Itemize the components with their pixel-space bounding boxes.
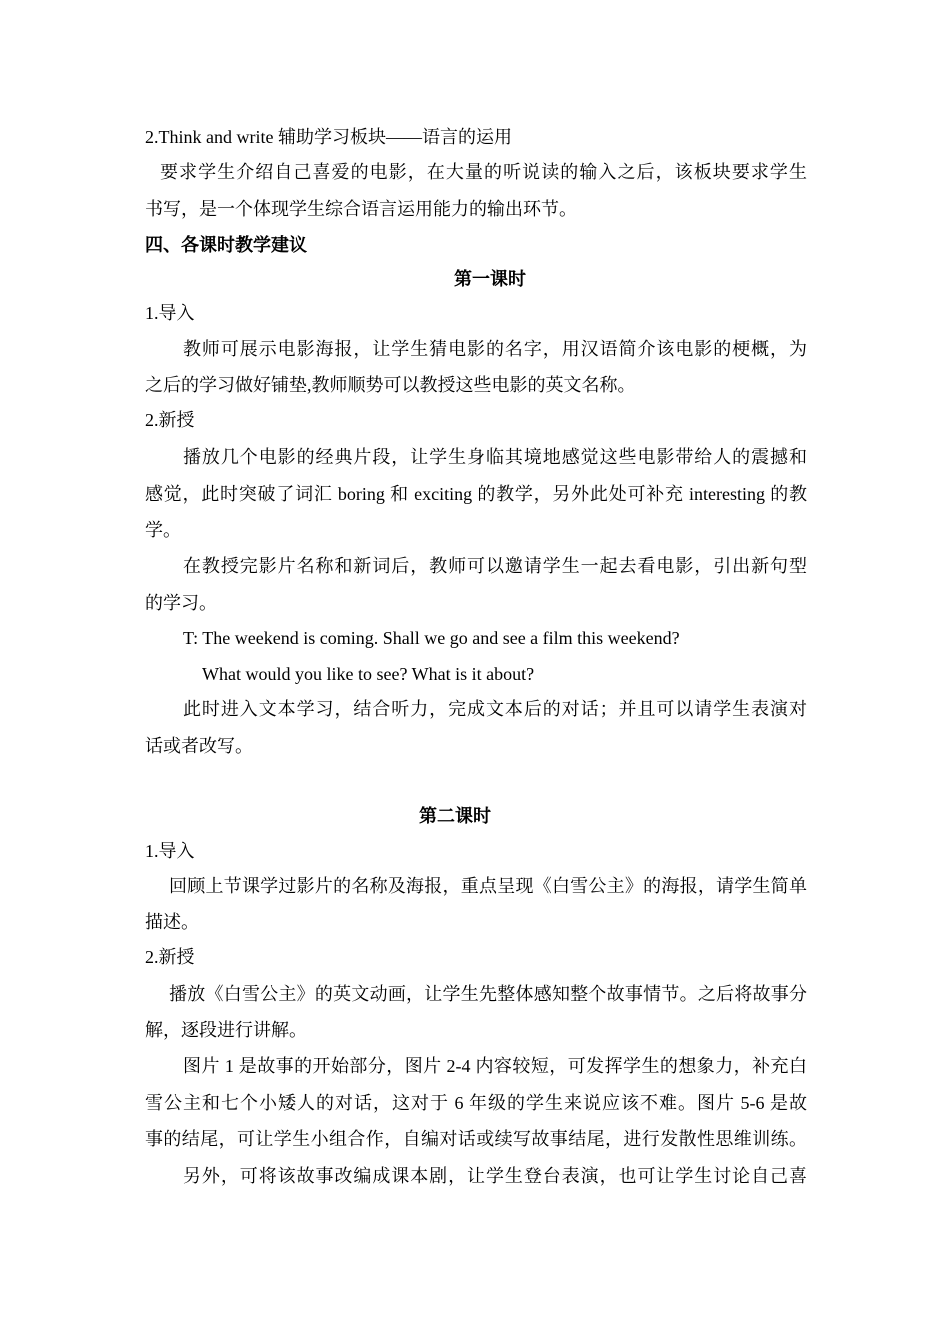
paragraph-line: 解，逐段进行讲解。 bbox=[145, 1020, 307, 1040]
paragraph-line: 回顾上节课学过影片的名称及海报，重点呈现《白雪公主》的海报，请学生简单 bbox=[169, 876, 807, 896]
paragraph-line: 书写，是一个体现学生综合语言运用能力的输出环节。 bbox=[145, 199, 577, 219]
paragraph-line: 事的结尾，可让学生小组合作，自编对话或续写故事结尾，进行发散性思维训练。 bbox=[145, 1129, 807, 1149]
subheading-intro: 1.导入 bbox=[145, 303, 195, 323]
paragraph-line: 描述。 bbox=[145, 912, 199, 932]
section-heading-lesson-suggestions: 四、各课时教学建议 bbox=[145, 235, 307, 255]
subheading-new-teaching: 2.新授 bbox=[145, 947, 195, 967]
paragraph-line: 播放《白雪公主》的英文动画，让学生先整体感知整个故事情节。之后将故事分 bbox=[169, 984, 807, 1004]
paragraph-line: 话或者改写。 bbox=[145, 736, 253, 756]
paragraph-line: 学。 bbox=[145, 520, 181, 540]
section-heading-think-and-write: 2.Think and write 辅助学习板块——语言的运用 bbox=[145, 127, 512, 147]
paragraph-line: 要求学生介绍自己喜爱的电影，在大量的听说读的输入之后，该板块要求学生 bbox=[160, 162, 807, 182]
paragraph-line: 之后的学习做好铺垫,教师顺势可以教授这些电影的英文名称。 bbox=[145, 375, 636, 395]
subheading-intro: 1.导入 bbox=[145, 841, 195, 861]
paragraph-line: 此时进入文本学习，结合听力，完成文本后的对话；并且可以请学生表演对 bbox=[183, 699, 807, 719]
lesson-title-2: 第二课时 bbox=[419, 806, 491, 826]
paragraph-line: 教师可展示电影海报，让学生猜电影的名字，用汉语简介该电影的梗概，为 bbox=[183, 339, 807, 359]
paragraph-line: 播放几个电影的经典片段，让学生身临其境地感觉这些电影带给人的震撼和 bbox=[183, 447, 807, 467]
lesson-title-1: 第一课时 bbox=[454, 269, 526, 289]
paragraph-line: 感觉，此时突破了词汇 boring 和 exciting 的教学，另外此处可补充 interesting 的教 bbox=[145, 484, 807, 504]
paragraph-line: 的学习。 bbox=[145, 593, 217, 613]
paragraph-line: 雪公主和七个小矮人的对话，这对于 6 年级的学生来说应该不难。图片 5-6 是故 bbox=[145, 1093, 807, 1113]
subheading-new-teaching: 2.新授 bbox=[145, 410, 195, 430]
dialogue-line: T: The weekend is coming. Shall we go and see a film this weekend? bbox=[183, 628, 680, 648]
paragraph-line: 图片 1 是故事的开始部分，图片 2-4 内容较短，可发挥学生的想象力，补充白 bbox=[183, 1056, 807, 1076]
paragraph-line: 另外，可将该故事改编成课本剧，让学生登台表演，也可让学生讨论自己喜 bbox=[183, 1166, 807, 1186]
dialogue-line: What would you like to see? What is it about? bbox=[202, 664, 535, 684]
paragraph-line: 在教授完影片名称和新词后，教师可以邀请学生一起去看电影，引出新句型 bbox=[183, 556, 807, 576]
